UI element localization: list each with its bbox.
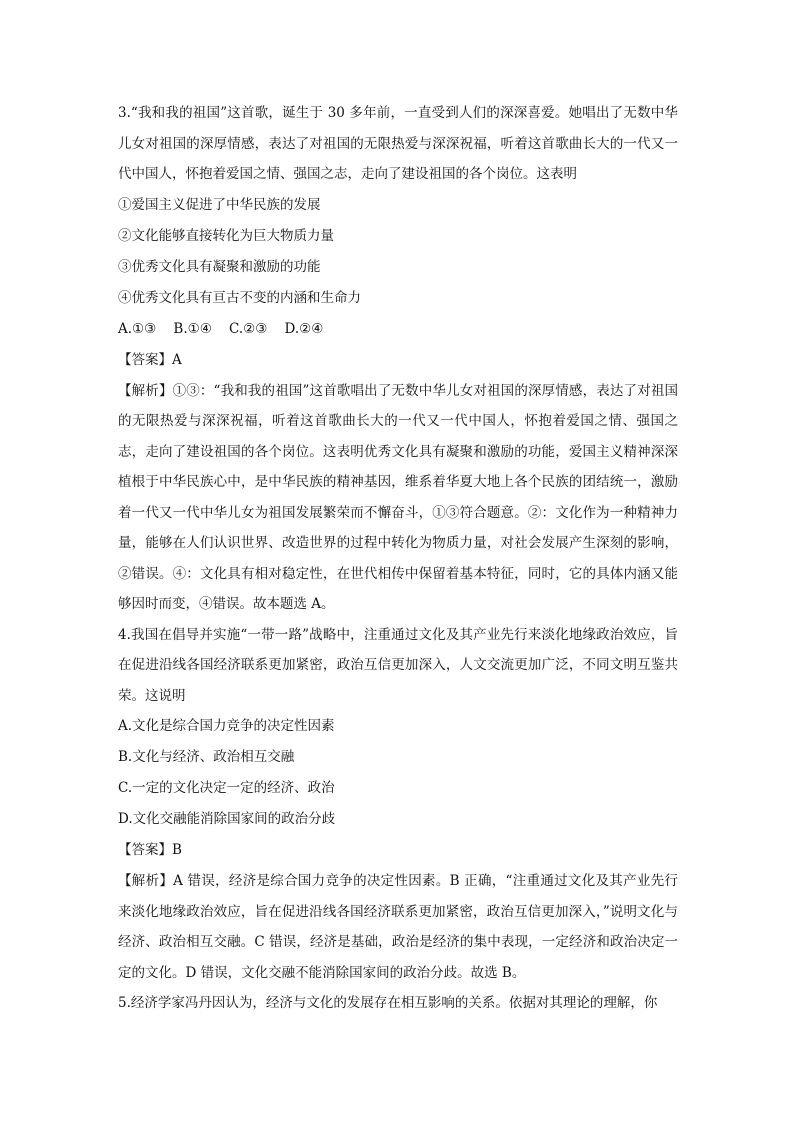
question-3-answer: 【答案】A bbox=[118, 351, 182, 368]
question-3-item-4: ④优秀文化具有亘古不变的内涵和生命力 bbox=[118, 289, 361, 306]
question-4-answer: 【答案】B bbox=[118, 842, 182, 858]
question-4-stem: 4.我国在倡导并实施“一带一路”战略中，注重通过文化及其产业先行来淡化地缘政治效应，旨在促进沿线各国经济联系更加紧密，政治互信更加深入，人文交流更加广泛，不同文明互鉴共荣。这说明 bbox=[118, 626, 678, 704]
question-4-option-c: C.一定的文化决定一定的经济、政治 bbox=[118, 780, 335, 796]
question-3-analysis: 【解析】①③：“我和我的祖国”这首歌唱出了无数中华儿女对祖国的深厚情感，表达了对祖国的无限热爱与深深祝福，听着这首歌曲长大的一代又一代中国人，怀抱着爱国之情、强国之志，走向了建设祖国的各个岗位。这表明优秀文化具有凝聚和激励的功能，爱国主义精神深深植根于中华民族心中，是中华民族的精神基因，维系着华夏大地上各个民族的团结统一，激励着一代又一代中华儿女为祖国发展繁荣而不懈奋斗，①③符合题意。②：文化作为一种精神力量，能够在人们认识世界、改造世界的过程中转化为物质力量，对社会发展产生深刻的影响，②错误。④：文化具有相对稳定性，在世代相传中保留着基本特征，同时，它的具体内涵又能够因时而变，④错误。故本题选 A。 bbox=[118, 382, 678, 612]
question-3-item-2: ②文化能够直接转化为巨大物质力量 bbox=[118, 227, 334, 244]
question-4-option-a: A.文化是综合国力竞争的决定性因素 bbox=[118, 718, 335, 734]
document-content bbox=[118, 98, 678, 1019]
question-5 bbox=[118, 988, 678, 1019]
question-3-choices: A.①③ B.①④ C.②③ D.②④ bbox=[118, 320, 324, 337]
question-3-item-1: ①爱国主义促进了中华民族的发展 bbox=[118, 196, 321, 213]
question-4 bbox=[118, 620, 678, 989]
question-3 bbox=[118, 98, 678, 620]
question-4-analysis: 【解析】A 错误，经济是综合国力竞争的决定性因素。B 正确，“注重通过文化及其产业先行来淡化地缘政治效应，旨在促进沿线各国经济联系更加紧密，政治互信更加深入，”说明文化与经济、政治相互交融。C 错误，经济是基础，政治是经济的集中表现，一定经济和政治决定一定的文化。D 错误，文化交融不能消除国家间的政治分歧。故选 B。 bbox=[118, 873, 678, 981]
question-3-item-3: ③优秀文化具有凝聚和激励的功能 bbox=[118, 258, 321, 275]
question-3-stem: 3.“我和我的祖国”这首歌，诞生于 30 多年前，一直受到人们的深深喜爱。她唱出了无数中华儿女对祖国的深厚情感，表达了对祖国的无限热爱与深深祝福，听着这首歌曲长大的一代又一代中国人，怀抱着爱国之情、强国之志，走向了建设祖国的各个岗位。这表明 bbox=[118, 105, 678, 182]
question-4-option-d: D.文化交融能消除国家间的政治分歧 bbox=[118, 811, 336, 827]
question-5-stem: 5.经济学家冯丹因认为，经济与文化的发展存在相互影响的关系。依据对其理论的理解，你 bbox=[118, 995, 658, 1011]
question-4-option-b: B.文化与经济、政治相互交融 bbox=[118, 749, 295, 765]
